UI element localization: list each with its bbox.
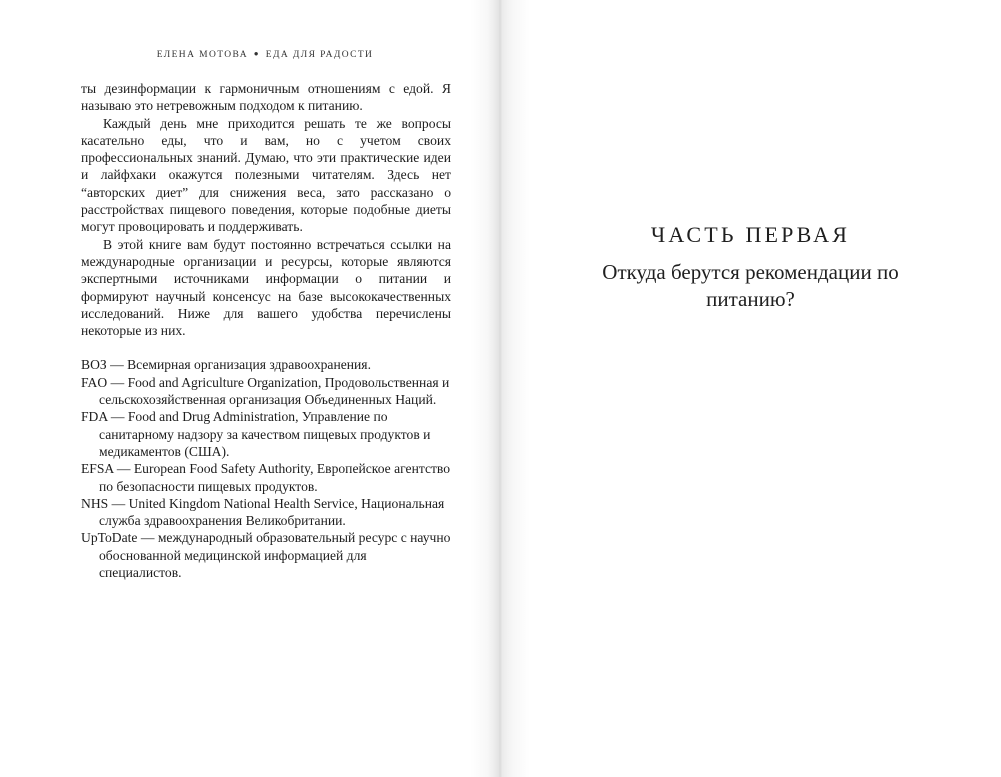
paragraph: Каждый день мне приходится решать те же вопросы касательно еды, что и вам, но с учетом своих профессиональных знаний. Думаю, что эти практические идеи и лайфхаки окажутся полезными читателям. Здесь нет “авторских диет” для снижения веса, зато рассказано о расстройствах пищевого поведения, которые подобные диеты могут провоцировать и поддерживать. — [81, 115, 451, 235]
right-page — [500, 0, 1001, 777]
running-head — [80, 49, 450, 60]
book-gutter-shadow — [470, 0, 530, 777]
part-subtitle: Откуда берутся рекомендации по питанию? — [602, 260, 899, 311]
glossary-item-uptodate: UpToDate — международный образовательный ресурс с научно обоснованной медицинской информацией для специалистов. — [81, 530, 451, 581]
glossary-list — [81, 356, 451, 581]
paragraph: В этой книге вам будут постоянно встречаться ссылки на международные организации и ресурсы, которые являются экспертными источниками информации о питании и формируют научный консенсус на базе высококачественных исследований. Ниже для вашего удобства перечислены некоторые из них. — [81, 236, 451, 339]
glossary-item-nhs: NHS — United Kingdom National Health Service, Национальная служба здравоохранения Великобритании. — [81, 495, 445, 529]
glossary-item-who: ВОЗ — Всемирная организация здравоохранения. — [81, 357, 371, 373]
body-text — [81, 80, 451, 581]
part-title: ЧАСТЬ ПЕРВАЯ — [650, 222, 851, 247]
running-head-title: ЕДА ДЛЯ РАДОСТИ — [265, 50, 374, 60]
glossary-item-fda: FDA — Food and Drug Administration, Управление по санитарному надзору за качеством пищевых продуктов и медикаментов (США). — [81, 409, 431, 459]
running-head-separator: ● — [253, 49, 260, 58]
glossary-item-fao: FAO — Food and Agriculture Organization, Продовольственная и сельскохозяйственная организация Объединенных Наций. — [81, 374, 450, 408]
glossary-item-efsa: EFSA — European Food Safety Authority, Европейское агентство по безопасности пищевых продуктов. — [81, 461, 451, 494]
paragraph: ты дезинформации к гармоничным отношениям с едой. Я называю это нетревожным подходом к питанию. — [81, 81, 451, 114]
running-head-author: ЕЛЕНА МОТОВА — [156, 50, 248, 60]
left-page — [0, 0, 495, 777]
